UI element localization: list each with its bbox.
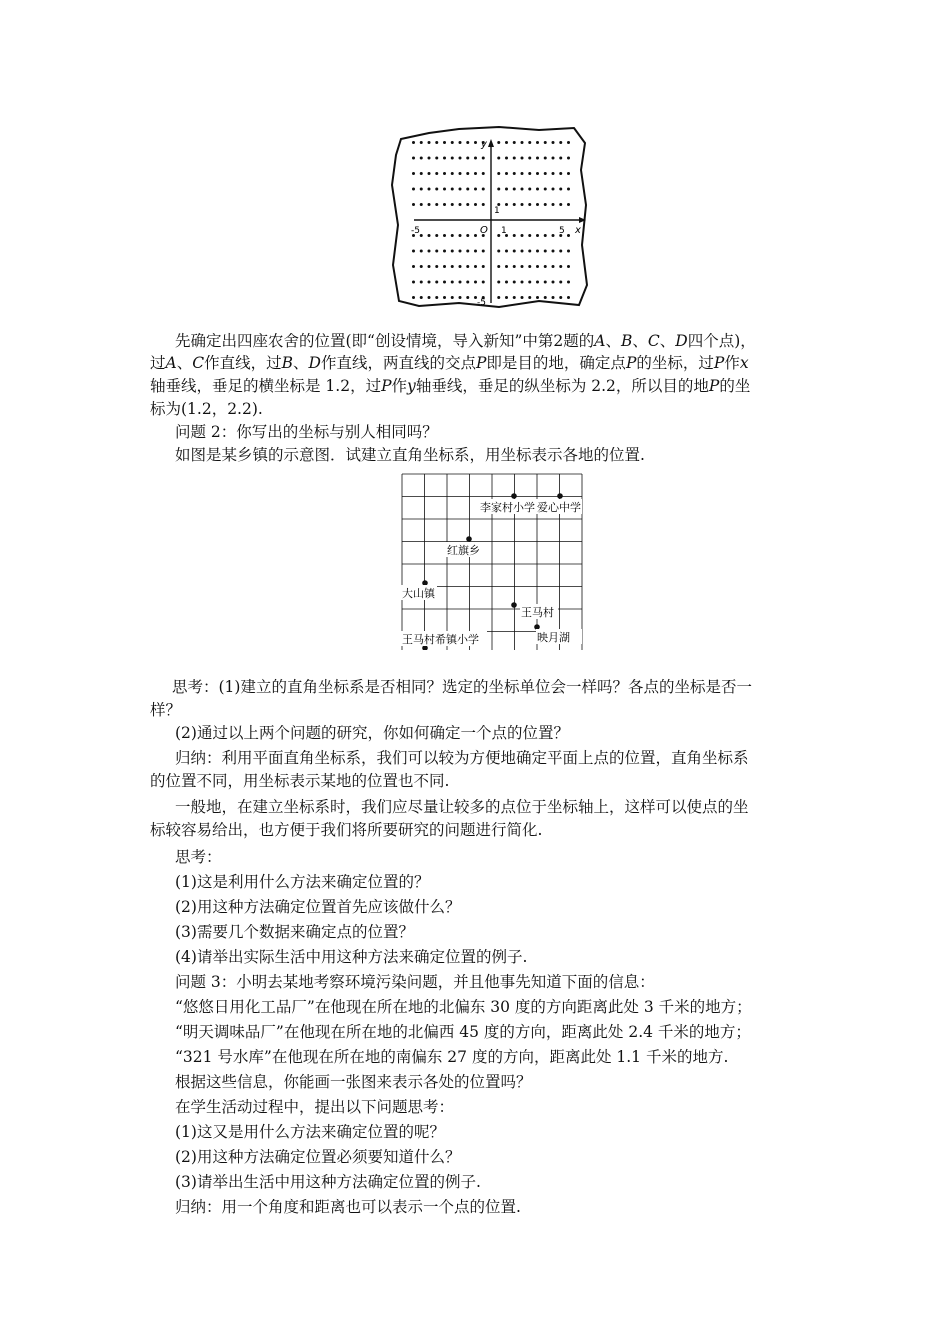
grid-dot (459, 172, 462, 175)
grid-dot (559, 281, 562, 284)
grid-dot (521, 265, 524, 268)
grid-dot (420, 203, 423, 206)
grid-dot (528, 281, 531, 284)
think-q3: (3)需要几个数据来确定点的位置？ (175, 923, 414, 941)
grid-dot (428, 157, 431, 160)
grid-dot (428, 234, 431, 237)
grid-dot (435, 281, 438, 284)
label-dashan: 大山镇 (402, 587, 435, 600)
grid-dot (505, 203, 508, 206)
grid-dot (513, 234, 516, 237)
tick-label-neg5-x: -5 (411, 226, 420, 236)
point-yingyue (534, 624, 540, 630)
grid-dot (497, 250, 500, 253)
grid-dot (528, 188, 531, 191)
grid-dot (428, 296, 431, 299)
grid-dot (552, 234, 555, 237)
grid-dot (482, 188, 485, 191)
grid-dot (412, 265, 415, 268)
y-axis-label: y (481, 139, 487, 150)
think1-line1: 思考：(1)建立的直角坐标系是否相同？选定的坐标单位会一样吗？各点的坐标是否一 (172, 678, 752, 696)
grid-dot (420, 188, 423, 191)
grid-dot (451, 157, 454, 160)
grid-dot (552, 296, 555, 299)
grid-dot (459, 281, 462, 284)
grid-dot (474, 203, 477, 206)
grid-dot (420, 250, 423, 253)
grid-dot (567, 281, 570, 284)
grid-dot (552, 141, 555, 144)
grid-dot (428, 281, 431, 284)
grid-dot (474, 234, 477, 237)
grid-dot (451, 234, 454, 237)
grid-dot (420, 296, 423, 299)
grid-dot (567, 265, 570, 268)
grid-dot (435, 188, 438, 191)
grid-dot (435, 296, 438, 299)
grid-dot (513, 296, 516, 299)
grid-dot (466, 203, 469, 206)
grid-dot (521, 172, 524, 175)
grid-dot (466, 188, 469, 191)
grid-dot (544, 296, 547, 299)
grid-dot (497, 157, 500, 160)
grid-dot (428, 141, 431, 144)
grid-dot (513, 188, 516, 191)
grid-dot (482, 203, 485, 206)
paper-outline (392, 127, 587, 307)
grid-dot (559, 250, 562, 253)
tick-label-1-x: 1 (501, 226, 507, 236)
grid-dot (412, 141, 415, 144)
township-map-figure (400, 472, 584, 650)
activity-intro: 在学生活动过程中，提出以下问题思考： (175, 1098, 455, 1116)
grid-dot (521, 281, 524, 284)
grid-dot (428, 250, 431, 253)
intro-2: 如图是某乡镇的示意图．试建立直角坐标系，用坐标表示各地的位置. (175, 446, 645, 464)
activity-q1: (1)这又是用什么方法来确定位置的呢？ (175, 1123, 445, 1141)
grid-dot (528, 157, 531, 160)
para1-line3: 轴垂线，垂足的横坐标是 1.2，过P作y轴垂线，垂足的纵坐标为 2.2，所以目的地P的坐 (150, 377, 751, 395)
grid-dot (420, 281, 423, 284)
grid-dot (544, 157, 547, 160)
grid-dot (536, 141, 539, 144)
grid-dot (443, 188, 446, 191)
grid-dot (451, 250, 454, 253)
grid-dot (451, 281, 454, 284)
label-wangma-school: 王马村希镇小学 (402, 633, 479, 646)
grid-dot (435, 141, 438, 144)
grid-dot (559, 203, 562, 206)
grid-dot (412, 188, 415, 191)
grid-dot (559, 172, 562, 175)
summary1-line2: 的位置不同，用坐标表示某地的位置也不同. (150, 772, 450, 790)
grid-dot (497, 172, 500, 175)
summary1-line1: 归纳：利用平面直角坐标系，我们可以较为方便地确定平面上点的位置，直角坐标系 (175, 749, 749, 767)
info-3: “321 号水库”在他现在所在地的南偏东 27 度的方向，距离此处 1.1 千米的地方. (175, 1048, 729, 1066)
grid-dot (474, 250, 477, 253)
grid-dot (567, 250, 570, 253)
grid-dot (513, 265, 516, 268)
grid-dot (567, 188, 570, 191)
grid-dot (420, 234, 423, 237)
grid-dot (474, 281, 477, 284)
grid-dot (420, 157, 423, 160)
grid-dot (459, 250, 462, 253)
para1-line4: 标为(1.2，2.2). (150, 400, 263, 418)
grid-dot (443, 203, 446, 206)
grid-dot (552, 250, 555, 253)
grid-dot (544, 265, 547, 268)
activity-q3: (3)请举出生活中用这种方法确定位置的例子. (175, 1173, 481, 1191)
grid-dot (536, 281, 539, 284)
point-hongqi (466, 536, 472, 542)
tick-label-neg5-y: -5 (477, 298, 486, 308)
general-line1: 一般地，在建立坐标系时，我们应尽量让较多的点位于坐标轴上，这样可以使点的坐 (175, 798, 749, 816)
info-1: “悠悠日用化工品厂”在他现在所在地的北偏东 30 度的方向距离此处 3 千米的地方； (175, 998, 752, 1016)
label-aixin: 爱心中学 (537, 501, 581, 514)
grid-dot (513, 203, 516, 206)
grid-dot (466, 265, 469, 268)
grid-dot (459, 296, 462, 299)
grid-dot (459, 188, 462, 191)
grid-dot (466, 281, 469, 284)
grid-dot (466, 141, 469, 144)
grid-dot (521, 203, 524, 206)
grid-dot (412, 296, 415, 299)
grid-dot (459, 203, 462, 206)
grid-dot (567, 234, 570, 237)
grid-dot (513, 250, 516, 253)
grid-dot (412, 203, 415, 206)
coordinate-grid-figure (389, 125, 589, 310)
y-axis-arrow-icon (488, 139, 494, 147)
grid-dot (451, 188, 454, 191)
grid-dot (505, 265, 508, 268)
question-2: 问题 2：你写出的坐标与别人相同吗？ (175, 423, 438, 441)
grid-dot (567, 141, 570, 144)
grid-dot (528, 141, 531, 144)
grid-dot (552, 188, 555, 191)
summary-2: 归纳：用一个角度和距离也可以表示一个点的位置. (175, 1198, 521, 1216)
grid-dot (505, 141, 508, 144)
grid-dot (428, 172, 431, 175)
info-2: “明天调味品厂”在他现在所在地的北偏西 45 度的方向，距离此处 2.4 千米的地方； (175, 1023, 751, 1041)
para1-line1: 先确定出四座农舍的位置(即“创设情境，导入新知”中第2题的A、B、C、D四个点)， (175, 332, 756, 350)
grid-dot (420, 172, 423, 175)
grid-dot (466, 234, 469, 237)
grid-dot (459, 265, 462, 268)
grid-dot (443, 172, 446, 175)
grid-dot (466, 250, 469, 253)
grid-dot (536, 234, 539, 237)
grid-dot (443, 141, 446, 144)
grid-dot (435, 157, 438, 160)
grid-dot (474, 188, 477, 191)
grid-dot (443, 281, 446, 284)
grid-dot (435, 234, 438, 237)
grid-dot (513, 157, 516, 160)
x-axis-label: x (575, 225, 581, 236)
think-q4: (4)请举出实际生活中用这种方法来确定位置的例子. (175, 948, 528, 966)
point-aixin (557, 493, 563, 499)
grid-dot (482, 265, 485, 268)
grid-dot (474, 141, 477, 144)
ask-draw: 根据这些信息，你能画一张图来表示各处的位置吗？ (175, 1073, 532, 1091)
grid-dot (443, 296, 446, 299)
grid-dot (435, 172, 438, 175)
think-q1: (1)这是利用什么方法来确定位置的？ (175, 873, 430, 891)
grid-dot (552, 157, 555, 160)
grid-dot (559, 157, 562, 160)
grid-dot (451, 172, 454, 175)
grid-dot (552, 281, 555, 284)
grid-dot (412, 172, 415, 175)
grid-dot (552, 172, 555, 175)
grid-dot (536, 157, 539, 160)
grid-dot (443, 157, 446, 160)
grid-dot (474, 172, 477, 175)
grid-dot (559, 188, 562, 191)
tick-label-5-x: 5 (559, 226, 565, 236)
grid-dot (459, 141, 462, 144)
grid-dot (443, 265, 446, 268)
grid-dot (497, 281, 500, 284)
grid-dot (521, 296, 524, 299)
grid-dot (567, 157, 570, 160)
grid-dot (505, 188, 508, 191)
grid-dot (505, 172, 508, 175)
grid-dot (451, 296, 454, 299)
grid-dot (513, 172, 516, 175)
grid-dot (559, 296, 562, 299)
tick-label-1-y: 1 (494, 206, 500, 216)
grid-dot (544, 172, 547, 175)
grid-dot (474, 265, 477, 268)
grid-dot (451, 265, 454, 268)
grid-dot (536, 172, 539, 175)
grid-dot (412, 157, 415, 160)
grid-dot (521, 188, 524, 191)
grid-dot (521, 157, 524, 160)
grid-dot (505, 250, 508, 253)
grid-dot (482, 281, 485, 284)
grid-dot (466, 157, 469, 160)
label-wangjiacun: 王马村 (521, 606, 554, 619)
grid-dot (559, 265, 562, 268)
grid-dot (505, 281, 508, 284)
think-heading: 思考： (175, 848, 222, 866)
grid-dot (536, 250, 539, 253)
grid-dot (528, 172, 531, 175)
general-line2: 标较容易给出，也方便于我们将所要研究的问题进行简化. (150, 821, 543, 839)
grid-dot (435, 250, 438, 253)
grid-dot (459, 234, 462, 237)
grid-dot (544, 250, 547, 253)
grid-dot (544, 281, 547, 284)
grid-dot (497, 141, 500, 144)
grid-dot (466, 172, 469, 175)
grid-dot (536, 188, 539, 191)
para1-line2: 过A、C作直线，过B、D作直线，两直线的交点P即是目的地，确定点P的坐标，过P作x (150, 354, 749, 372)
grid-dot (420, 265, 423, 268)
grid-dot (443, 250, 446, 253)
grid-dot (497, 265, 500, 268)
grid-dot (521, 141, 524, 144)
point-wangjiacun (511, 602, 517, 608)
activity-q2: (2)用这种方法确定位置必须要知道什么？ (175, 1148, 461, 1166)
grid-dot (528, 296, 531, 299)
point-dashan (422, 580, 428, 586)
question-3: 问题 3：小明去某地考察环境污染问题，并且他事先知道下面的信息： (175, 973, 655, 991)
grid-dot (544, 203, 547, 206)
grid-dot (482, 172, 485, 175)
grid-dot (428, 188, 431, 191)
grid-dot (513, 141, 516, 144)
grid-dot (521, 234, 524, 237)
grid-dot (567, 203, 570, 206)
grid-dot (536, 265, 539, 268)
grid-dot (567, 296, 570, 299)
grid-dot (544, 188, 547, 191)
grid-dot (497, 188, 500, 191)
grid-dot (513, 281, 516, 284)
think-q2: (2)用这种方法确定位置首先应该做什么？ (175, 898, 461, 916)
think1-line2: 样？ (150, 701, 182, 719)
grid-dot (567, 172, 570, 175)
grid-dot (451, 141, 454, 144)
grid-dot (544, 141, 547, 144)
point-lijiacun (511, 493, 517, 499)
origin-label: O (480, 225, 488, 236)
grid-dot (521, 250, 524, 253)
grid-dot (428, 265, 431, 268)
think2: (2)通过以上两个问题的研究，你如何确定一个点的位置？ (175, 724, 569, 742)
grid-dot (482, 157, 485, 160)
grid-dot (505, 157, 508, 160)
grid-dot (420, 141, 423, 144)
grid-dot (536, 296, 539, 299)
label-lijiacun: 李家村小学 (480, 501, 535, 514)
grid-dot (536, 203, 539, 206)
label-yingyue: 映月湖 (537, 631, 570, 644)
grid-dot (435, 265, 438, 268)
grid-dot (466, 296, 469, 299)
grid-dot (544, 234, 547, 237)
grid-dot (459, 157, 462, 160)
grid-dot (482, 250, 485, 253)
grid-dot (528, 203, 531, 206)
grid-dot (497, 234, 500, 237)
grid-dot (528, 234, 531, 237)
grid-dot (559, 141, 562, 144)
grid-dot (552, 265, 555, 268)
grid-dot (435, 203, 438, 206)
grid-dot (497, 296, 500, 299)
grid-dot (528, 265, 531, 268)
grid-dot (451, 203, 454, 206)
grid-dot (428, 203, 431, 206)
grid-dot (528, 250, 531, 253)
grid-dot (443, 234, 446, 237)
grid-dot (412, 281, 415, 284)
grid-dot (474, 157, 477, 160)
grid-dot (505, 296, 508, 299)
grid-dot (412, 250, 415, 253)
grid-dot (552, 203, 555, 206)
label-hongqi: 红旗乡 (447, 544, 480, 557)
